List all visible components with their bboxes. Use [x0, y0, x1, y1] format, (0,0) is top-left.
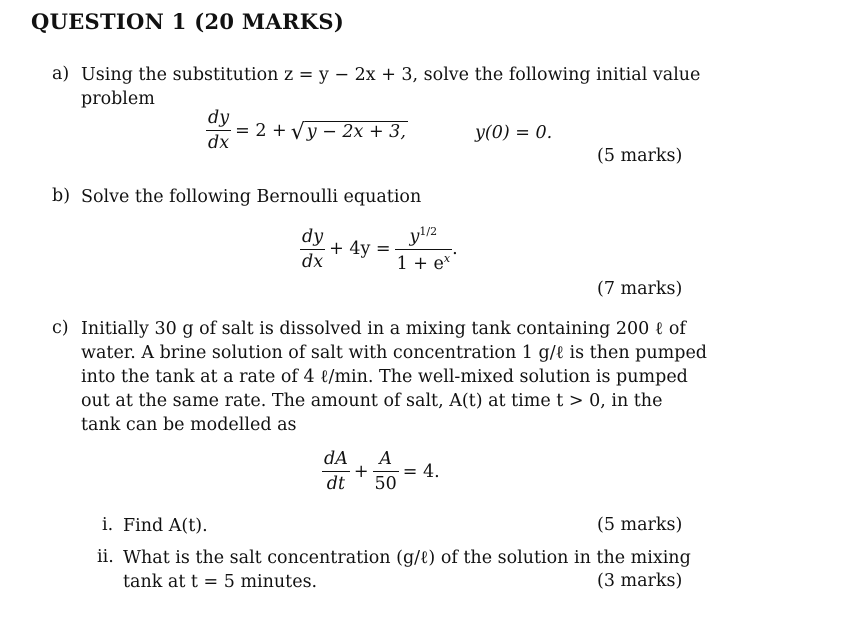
part-a-equation	[206, 108, 408, 153]
part-c-i-text: Find A(t).	[123, 516, 208, 536]
part-b-dy: dy	[302, 226, 324, 247]
question-title: QUESTION 1 (20 MARKS)	[31, 9, 345, 34]
part-a-derivative	[206, 108, 231, 153]
part-c-line2: water. A brine solution of salt with concentration 1 g/ℓ is then pumped	[81, 343, 708, 363]
part-a-marks: (5 marks)	[597, 146, 683, 166]
part-c-ii-line2: tank at t = 5 minutes.	[123, 572, 318, 592]
part-a-line2: problem	[81, 89, 155, 109]
part-c-line5: tank can be modelled as	[81, 415, 297, 435]
part-c-ratio	[373, 449, 399, 494]
part-c-A: A	[379, 449, 392, 469]
part-c-line3: into the tank at a rate of 4 ℓ/min. The well-mixed solution is pumped	[81, 367, 688, 387]
part-c-50: 50	[374, 474, 397, 494]
part-a-sqrt	[291, 118, 408, 143]
part-a-rhs-1: = 2 +	[235, 120, 287, 141]
part-b-rhs-exp: 1/2	[419, 225, 438, 238]
part-b-rhs-den-exp: x	[443, 251, 451, 265]
part-b-derivative	[300, 227, 325, 272]
sqrt-symbol-icon: √	[290, 120, 305, 145]
part-c-ii-line1: What is the salt concentration (g/ℓ) of the solution in the mixing	[123, 548, 691, 568]
part-b-marks: (7 marks)	[597, 279, 683, 299]
part-c-ii-marks: (3 marks)	[597, 571, 683, 591]
part-a-radicand: y − 2x + 3,	[306, 122, 406, 142]
part-c-rhs: = 4.	[402, 461, 440, 482]
part-b-equation	[300, 225, 458, 274]
part-a-dy: dy	[208, 108, 230, 128]
part-c-ii-label: ii.	[97, 547, 114, 567]
part-a-condition: y(0) = 0.	[475, 123, 553, 143]
part-b-rhs-fraction	[395, 225, 453, 274]
part-b-rhs-y: y	[409, 226, 420, 247]
part-a-line1: Using the substitution z = y − 2x + 3, solve the following initial value	[81, 65, 701, 85]
part-c-dt: dt	[326, 474, 346, 494]
part-c-line4: out at the same rate. The amount of salt, A(t) at time t > 0, in the	[81, 391, 663, 411]
part-c-i-marks: (5 marks)	[597, 515, 683, 535]
part-c-i-label: i.	[102, 515, 114, 535]
part-c-label: c)	[52, 318, 69, 338]
part-b-dx: dx	[302, 251, 324, 272]
part-c-derivative	[322, 449, 350, 494]
part-a-dx: dx	[208, 133, 230, 153]
part-c-plus: +	[353, 461, 369, 482]
part-c-dA: dA	[324, 449, 348, 469]
part-b-label: b)	[52, 186, 71, 206]
part-c-equation	[322, 449, 444, 494]
part-b-rhs-den: 1 + e	[396, 253, 444, 274]
part-b-period: .	[452, 239, 458, 260]
part-b-line1: Solve the following Bernoulli equation	[81, 187, 422, 207]
part-c-line1: Initially 30 g of salt is dissolved in a mixing tank containing 200 ℓ of	[81, 319, 686, 339]
part-a-label: a)	[52, 64, 70, 84]
part-b-mid: + 4y =	[329, 239, 391, 260]
